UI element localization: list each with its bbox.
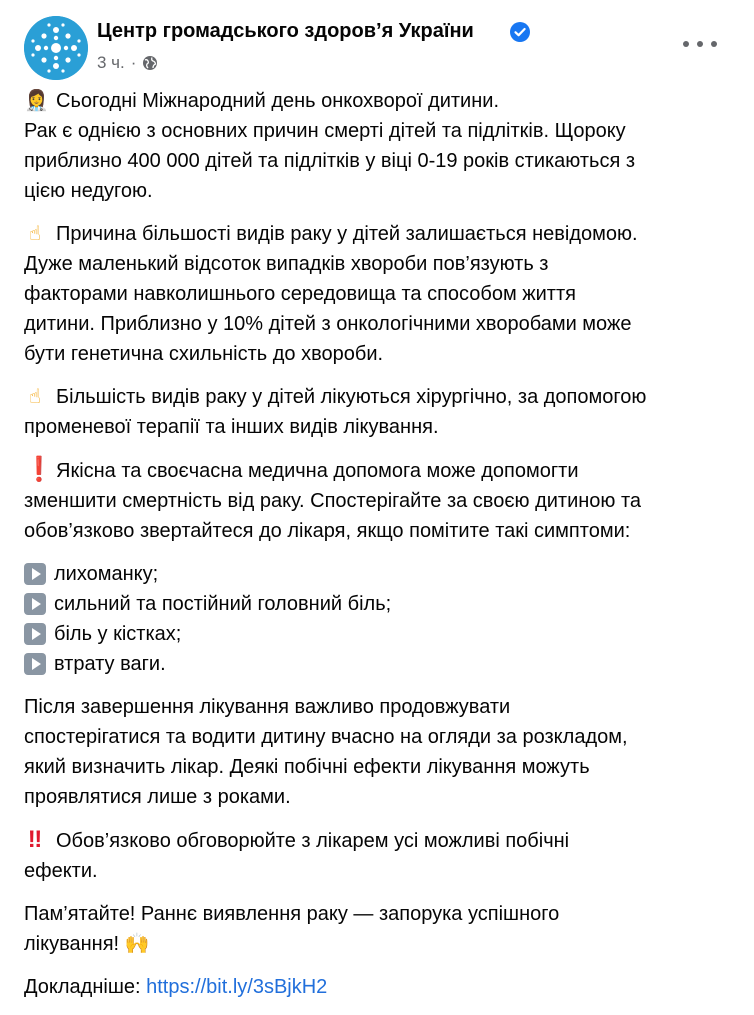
phc-logo-icon	[24, 16, 88, 80]
paragraph-care	[24, 455, 730, 546]
text-line: променевої терапії та інших видів лікування.	[24, 416, 439, 438]
index-pointing-up-emoji: ☝	[28, 386, 42, 408]
play-button-icon	[24, 623, 46, 645]
list-item	[24, 559, 730, 589]
index-pointing-up-emoji: ☝	[28, 223, 42, 245]
text-line: дитини. Приблизно у 10% дітей з онкологічними хворобами може	[24, 313, 632, 335]
text-line: ефекти.	[24, 860, 98, 882]
more-dot	[711, 41, 717, 47]
paragraph-side-effects	[24, 825, 730, 886]
post-header	[24, 16, 730, 80]
raising-hands-emoji: 🙌	[124, 933, 150, 955]
more-dot	[697, 41, 703, 47]
text-line: бути генетична схильність до хвороби.	[24, 343, 384, 365]
text-line: Причина більшості видів раку у дітей залишається невідомою.	[56, 223, 638, 245]
post-body	[24, 86, 730, 1015]
text-line: Пам’ятайте! Раннє виявлення раку — запорука успішного	[24, 903, 560, 925]
play-button-icon	[24, 563, 46, 585]
page-name-link[interactable]: Центр громадського здоров’я України	[97, 20, 474, 42]
paragraph-more-info	[24, 972, 730, 1002]
text-line: який визначить лікар. Деякі побічні ефекти лікування можуть	[24, 756, 590, 778]
paragraph-remember	[24, 899, 730, 959]
exclamation-emoji: ❗	[24, 456, 54, 483]
text-line: зменшити смертність від раку. Спостерігайте за своєю дитиною та	[24, 490, 642, 512]
meta-separator: ·	[130, 53, 137, 72]
symptom-text: біль у кістках;	[54, 623, 182, 645]
more-info-label: Докладніше:	[24, 976, 147, 998]
post-meta	[97, 52, 158, 74]
page-avatar[interactable]	[24, 16, 88, 80]
text-line: спостерігатися та водити дитину вчасно на огляди за розкладом,	[24, 726, 628, 748]
text-line: Більшість видів раку у дітей лікуються хірургічно, за допомогою	[56, 386, 647, 408]
post-time-link[interactable]: 3 ч.	[97, 53, 125, 72]
text-line: Після завершення лікування важливо продовжувати	[24, 696, 511, 718]
text-line: приблизно 400 000 дітей та підлітків у віці 0-19 років стикаються з	[24, 150, 636, 172]
symptom-text: втрату ваги.	[54, 653, 166, 675]
text-line: Рак є однією з основних причин смерті дітей та підлітків. Щороку	[24, 120, 626, 142]
list-item	[24, 619, 730, 649]
symptom-text: сильний та постійний головний біль;	[54, 593, 392, 615]
text-line: цією недугою.	[24, 180, 153, 202]
paragraph-after-treatment	[24, 692, 730, 812]
play-button-icon	[24, 653, 46, 675]
symptoms-list	[24, 559, 730, 679]
paragraph-intro	[24, 86, 730, 206]
paragraph-treatment	[24, 382, 730, 442]
text-line: факторами навколишнього середовища та способом життя	[24, 283, 576, 305]
more-dot	[683, 41, 689, 47]
text-line: обов’язково звертайтеся до лікаря, якщо помітите такі симптоми:	[24, 520, 631, 542]
more-info-link[interactable]: https://bit.ly/3sBjkH2	[146, 976, 328, 998]
list-item	[24, 649, 730, 679]
health-worker-emoji: 👩‍⚕️	[24, 90, 49, 112]
text-line: лікування!	[24, 933, 120, 955]
text-line: Якісна та своєчасна медична допомога може допомогти	[56, 460, 579, 482]
symptom-text: лихоманку;	[54, 563, 159, 585]
text-line: Обов’язково обговорюйте з лікарем усі можливі побічні	[56, 830, 570, 852]
text-line: Сьогодні Міжнародний день онкохворої дитини.	[56, 90, 499, 112]
text-line: проявлятися лише з роками.	[24, 786, 291, 808]
paragraph-cause	[24, 219, 730, 369]
double-exclamation-emoji: ‼	[27, 826, 43, 853]
text-line: Дуже маленький відсоток випадків хвороби пов’язують з	[24, 253, 549, 275]
list-item	[24, 589, 730, 619]
more-options-button[interactable]	[683, 32, 717, 56]
play-button-icon	[24, 593, 46, 615]
globe-icon[interactable]	[142, 55, 158, 71]
verified-badge-icon	[510, 22, 530, 42]
